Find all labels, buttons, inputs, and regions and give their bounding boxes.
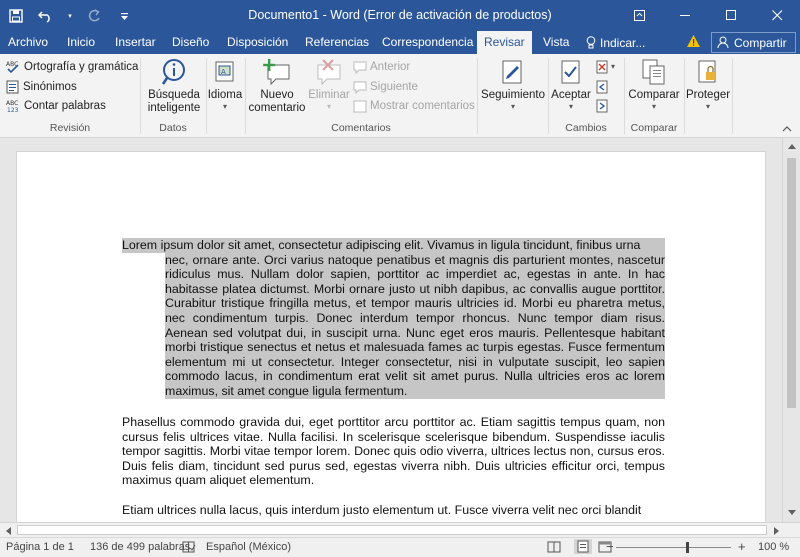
tab-disposicion[interactable]: Disposición xyxy=(227,35,289,49)
tell-me-label: Indicar... xyxy=(600,35,646,50)
reject-button[interactable] xyxy=(596,58,615,76)
save-button[interactable] xyxy=(6,6,26,26)
show-comments-label: Mostrar comentarios xyxy=(370,100,475,112)
scroll-left-icon xyxy=(6,527,11,535)
print-layout-icon xyxy=(577,540,589,553)
collapse-ribbon-button[interactable] xyxy=(782,124,792,135)
window-title: Documento1 - Word (Error de activación de productos) xyxy=(248,8,552,22)
close-icon xyxy=(772,10,783,21)
paragraph-2[interactable]: Phasellus commodo gravida dui, eget porttitor arcu porttitor ac. Etiam sagittis tempus quam, non cursus felis ultrices vitae. Nulla facilisi. In scelerisque scelerisque bibendum. Suspendisse iaculis tempor sagittis. Morbi vitae tempor lorem. Donec quis odio viverra, ultrices lectus non, cursus eros. Duis felis diam, tincidunt sed purus sed, egestas viverra nibh. Duis ultricies efficitur orci, tempus maximus quam aliquet elementum. xyxy=(122,415,665,488)
svg-text:123: 123 xyxy=(7,107,19,113)
next-comment-icon xyxy=(353,81,367,94)
tab-diseno[interactable]: Diseño xyxy=(172,35,210,49)
reject-dropdown-caret: ▾ xyxy=(611,62,616,71)
scroll-right-icon xyxy=(774,527,779,535)
page-indicator-label: Página 1 de 1 xyxy=(6,541,74,553)
read-mode-button[interactable] xyxy=(547,541,561,553)
vertical-scrollbar[interactable] xyxy=(782,138,800,522)
language-button[interactable] xyxy=(207,57,243,112)
compare-dropdown-caret: ▾ xyxy=(651,102,656,111)
reject-icon xyxy=(596,60,608,74)
scroll-down-button[interactable] xyxy=(783,504,800,521)
customize-qat-button[interactable] xyxy=(114,6,134,26)
ribbon xyxy=(0,54,800,138)
zoom-out-button[interactable] xyxy=(606,539,614,554)
accept-label: Aceptar xyxy=(551,89,591,101)
language-label: Idioma xyxy=(207,89,243,101)
language-indicator-label: Español (México) xyxy=(206,541,291,553)
new-comment-button[interactable] xyxy=(247,57,307,115)
scroll-up-button[interactable] xyxy=(783,138,800,155)
delete-comment-icon-wrap xyxy=(313,57,345,87)
undo-dropdown[interactable]: ▾ xyxy=(68,13,72,20)
previous-comment-label: Anterior xyxy=(370,61,411,73)
tab-referencias[interactable]: Referencias xyxy=(305,35,370,49)
next-change-button[interactable] xyxy=(596,97,608,115)
group-label-comentarios: Comentarios xyxy=(331,122,391,134)
read-mode-icon xyxy=(547,541,561,553)
tab-archivo[interactable]: Archivo xyxy=(8,35,49,49)
accept-dropdown-caret: ▾ xyxy=(568,102,573,111)
zoom-out-label: − xyxy=(606,539,614,554)
compare-label: Comparar xyxy=(628,89,680,101)
paragraph-3[interactable]: Etiam ultrices nulla lacus, quis interdum justo elementum ut. Fusce viverra velit nec orci blandit xyxy=(122,503,642,517)
redo-icon xyxy=(87,9,101,23)
accept-icon-wrap xyxy=(555,57,587,87)
protect-icon-wrap xyxy=(692,57,724,87)
ribbon-display-options-button[interactable] xyxy=(616,0,662,31)
document-page[interactable] xyxy=(16,151,766,522)
previous-comment-icon xyxy=(353,61,367,74)
smart-lookup-line2: inteligente xyxy=(147,102,201,114)
share-label: Compartir xyxy=(734,35,787,50)
next-change-icon xyxy=(596,99,608,113)
vertical-scroll-thumb[interactable] xyxy=(787,158,796,408)
word-count-icon xyxy=(6,99,21,113)
spelling-grammar-button[interactable] xyxy=(6,58,138,76)
compare-button[interactable] xyxy=(626,57,682,112)
thesaurus-button[interactable] xyxy=(6,78,77,96)
compare-icon-wrap xyxy=(638,57,670,87)
zoom-slider-thumb[interactable] xyxy=(686,542,689,553)
protect-dropdown-caret: ▾ xyxy=(705,102,710,111)
proofing-book-icon xyxy=(182,541,196,553)
group-label-revision: Revisión xyxy=(49,122,91,134)
tab-insertar[interactable]: Insertar xyxy=(115,35,156,49)
language-icon xyxy=(214,60,236,84)
maximize-button[interactable] xyxy=(708,0,754,31)
tracking-icon-wrap xyxy=(497,57,529,87)
compare-icon xyxy=(641,58,667,86)
group-label-datos: Datos xyxy=(159,122,187,134)
lightbulb-icon xyxy=(586,36,596,49)
accept-button[interactable] xyxy=(549,57,593,112)
tab-correspondencia[interactable]: Correspondencia xyxy=(382,35,474,49)
delete-comment-label: Eliminar xyxy=(308,89,350,101)
user-icon xyxy=(717,36,730,49)
new-comment-icon-wrap xyxy=(261,57,293,87)
proofing-indicator[interactable] xyxy=(182,541,196,553)
thesaurus-icon xyxy=(6,80,20,94)
scroll-up-icon xyxy=(788,144,796,149)
ribbon-tabs xyxy=(0,31,800,54)
svg-text:ABC: ABC xyxy=(6,100,19,107)
quick-access-toolbar xyxy=(6,6,134,26)
undo-icon xyxy=(38,9,54,23)
zoom-level[interactable] xyxy=(758,541,789,553)
document-area[interactable] xyxy=(0,138,782,522)
show-comments-button[interactable] xyxy=(353,97,475,115)
share-button[interactable] xyxy=(711,32,796,53)
new-comment-line1: Nuevo xyxy=(260,89,294,101)
group-label-cambios: Cambios xyxy=(565,122,607,134)
paragraph-1-first-line: Lorem ipsum dolor sit amet, consectetur adipiscing elit. Vivamus in ligula tincidunt, finibus urna xyxy=(122,238,665,253)
new-comment-line2: comentario xyxy=(248,102,306,114)
tab-revisar[interactable]: Revisar xyxy=(477,31,532,54)
zoom-in-label: + xyxy=(738,539,746,554)
tracking-button[interactable] xyxy=(479,57,547,112)
thesaurus-label: Sinónimos xyxy=(23,81,77,93)
new-comment-icon xyxy=(262,58,292,86)
protect-button[interactable] xyxy=(686,57,730,112)
language-icon-wrap xyxy=(209,57,241,87)
redo-button[interactable] xyxy=(84,6,104,26)
smart-lookup-icon xyxy=(160,58,188,86)
zoom-in-button[interactable] xyxy=(738,539,746,554)
warning-icon xyxy=(686,34,701,48)
previous-change-button[interactable] xyxy=(596,78,608,96)
previous-change-icon xyxy=(596,80,608,94)
next-comment-button[interactable] xyxy=(353,78,418,96)
next-comment-label: Siguiente xyxy=(370,81,418,93)
language-indicator[interactable] xyxy=(206,541,291,553)
customize-qat-icon xyxy=(120,12,129,21)
status-bar xyxy=(0,537,800,557)
scroll-left-button[interactable] xyxy=(0,523,16,538)
zoom-slider[interactable] xyxy=(616,547,731,548)
word-count-label: Contar palabras xyxy=(24,100,106,112)
minimize-icon xyxy=(680,10,691,21)
scroll-right-button[interactable] xyxy=(768,523,784,538)
svg-text:A: A xyxy=(221,68,226,76)
minimize-button[interactable] xyxy=(662,0,708,31)
svg-text:ABC: ABC xyxy=(6,61,19,68)
language-dropdown-caret: ▾ xyxy=(222,102,227,111)
delete-comment-button[interactable] xyxy=(307,57,351,112)
tab-inicio[interactable]: Inicio xyxy=(67,35,96,49)
word-count-button[interactable] xyxy=(6,97,106,115)
smart-lookup-icon-wrap xyxy=(158,57,190,87)
activation-warning-button[interactable] xyxy=(686,34,701,51)
title-bar xyxy=(0,0,800,31)
accept-icon xyxy=(560,59,582,85)
tracking-label: Seguimiento xyxy=(481,89,545,101)
print-layout-button[interactable] xyxy=(574,539,592,554)
undo-button[interactable] xyxy=(36,6,56,26)
horizontal-scroll-thumb[interactable] xyxy=(17,525,767,535)
horizontal-scrollbar[interactable] xyxy=(0,522,800,537)
delete-comment-icon xyxy=(315,58,343,86)
zoom-level-label: 100 % xyxy=(758,541,790,553)
smart-lookup-button[interactable] xyxy=(145,57,203,115)
chevron-up-icon xyxy=(782,126,792,132)
delete-dropdown-caret: ▾ xyxy=(326,102,331,111)
spelling-label: Ortografía y gramática xyxy=(24,61,139,73)
protect-label: Proteger xyxy=(685,89,731,101)
spelling-check-icon xyxy=(6,60,21,74)
tracking-dropdown-caret: ▾ xyxy=(510,102,515,111)
save-icon xyxy=(9,9,23,23)
track-changes-icon xyxy=(501,59,525,85)
maximize-icon xyxy=(726,10,737,21)
close-button[interactable] xyxy=(754,0,800,31)
page-indicator[interactable] xyxy=(6,541,74,553)
smart-lookup-line1: Búsqueda xyxy=(148,89,200,101)
tab-vista[interactable]: Vista xyxy=(543,35,570,49)
scroll-down-icon xyxy=(788,510,796,515)
protect-document-icon xyxy=(697,59,719,85)
group-label-comparar: Comparar xyxy=(630,122,678,134)
show-comments-icon xyxy=(353,100,367,113)
word-count-indicator-label: 136 de 499 palabras xyxy=(90,541,191,553)
previous-comment-button[interactable] xyxy=(353,58,410,76)
word-count-indicator[interactable] xyxy=(90,541,190,553)
paragraph-1-body: nec, ornare ante. Orci varius natoque penatibus et magnis dis parturient montes, nascetur ridiculus mus. Nullam dolor sapien, porttitor ac imperdiet ac, egestas in ante. In hac habitasse platea dictumst. Morbi ornare justo ut nibh dapibus, ac convallis augue porttitor. Curabitur tristique fringilla metus, et tempor mauris ultricies id. Morbi eu pharetra metus, nec condimentum turpis. Donec interdum tempor rhoncus. Nunc tempor diam risus. Aenean sed volutpat dui, in suscipit urna. Nunc eget eros mauris. Pellentesque habitant morbi tristique senectus et netus et malesuada fames ac turpis egestas. Fusce fermentum elementum mi ut consectetur. Integer consectetur, nisi in vulputate suscipit, leo sapien commodo lacus, in condimentum erat velit sit amet purus. Nulla ultricies eros ac lorem maximus, sit amet congue ligula fermentum. xyxy=(165,252,665,398)
ribbon-display-icon xyxy=(634,10,645,21)
paragraph-1[interactable] xyxy=(122,238,665,399)
group-separator xyxy=(684,58,685,134)
group-separator xyxy=(732,58,733,134)
tell-me-box[interactable] xyxy=(586,31,645,54)
group-separator xyxy=(477,58,478,134)
window-controls xyxy=(616,0,800,31)
